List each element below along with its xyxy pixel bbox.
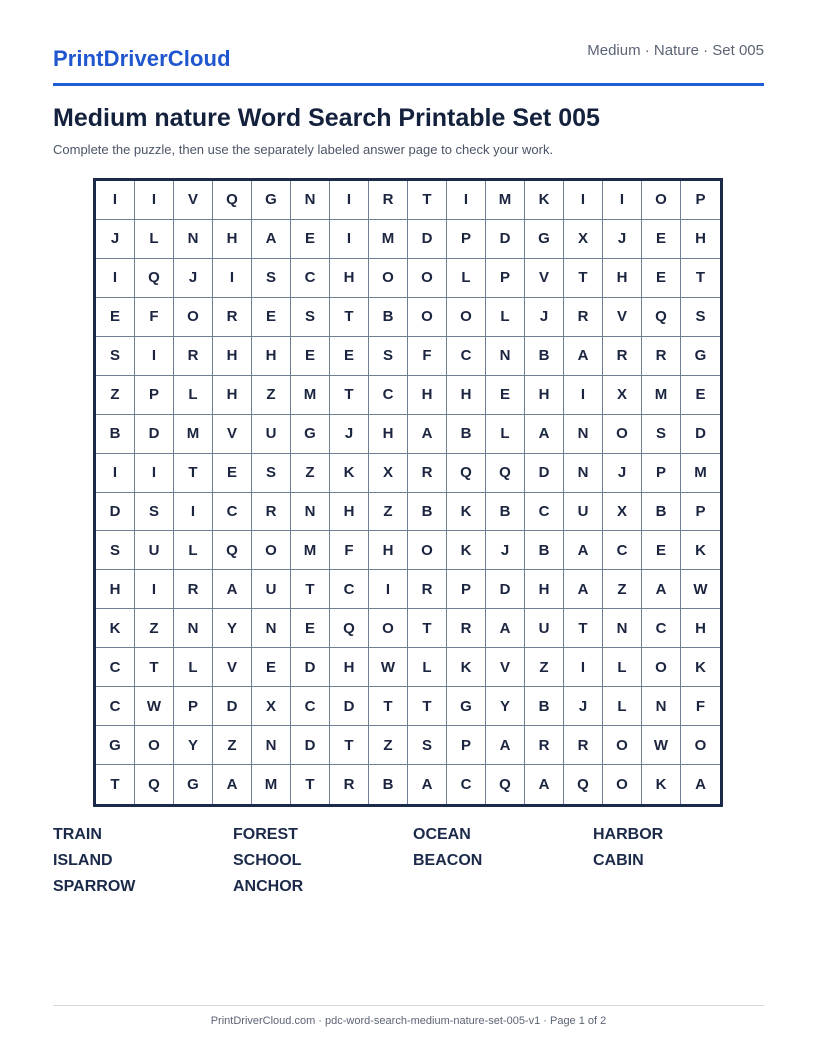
grid-cell: D: [681, 415, 720, 454]
grid-cell: Q: [486, 454, 525, 493]
grid-cell: W: [642, 726, 681, 765]
grid-cell: A: [252, 220, 291, 259]
page-title: Medium nature Word Search Printable Set 005: [53, 104, 600, 132]
grid-cell: R: [252, 493, 291, 532]
grid-cell: U: [564, 493, 603, 532]
grid-cell: V: [213, 648, 252, 687]
grid-cell: C: [96, 687, 135, 726]
grid-cell: I: [96, 454, 135, 493]
grid-cell: B: [408, 493, 447, 532]
grid-cell: V: [603, 298, 642, 337]
grid-cell: N: [564, 415, 603, 454]
grid-cell: N: [174, 220, 213, 259]
grid-cell: J: [603, 454, 642, 493]
grid-cell: J: [486, 531, 525, 570]
grid-cell: N: [564, 454, 603, 493]
grid-cell: Z: [603, 570, 642, 609]
word-list-item: SCHOOL: [233, 852, 302, 869]
grid-cell: E: [252, 648, 291, 687]
grid-cell: N: [252, 726, 291, 765]
grid-cell: W: [135, 687, 174, 726]
grid-cell: Z: [525, 648, 564, 687]
grid-cell: C: [291, 259, 330, 298]
grid-cell: C: [525, 493, 564, 532]
grid-cell: P: [174, 687, 213, 726]
grid-cell: R: [603, 337, 642, 376]
grid-cell: O: [603, 765, 642, 804]
grid-cell: Q: [642, 298, 681, 337]
grid-cell: O: [369, 609, 408, 648]
grid-cell: M: [369, 220, 408, 259]
grid-cell: B: [369, 765, 408, 804]
grid-cell: Z: [291, 454, 330, 493]
grid-cell: K: [447, 493, 486, 532]
grid-cell: L: [174, 531, 213, 570]
grid-cell: O: [408, 531, 447, 570]
word-search-grid: [93, 178, 723, 807]
grid-cell: I: [135, 337, 174, 376]
grid-cell: N: [174, 609, 213, 648]
grid-cell: Q: [486, 765, 525, 804]
grid-cell: E: [642, 259, 681, 298]
grid-cell: E: [213, 454, 252, 493]
grid-cell: D: [291, 726, 330, 765]
grid-cell: I: [447, 181, 486, 220]
grid-cell: M: [291, 531, 330, 570]
grid-cell: S: [96, 337, 135, 376]
grid-cell: J: [564, 687, 603, 726]
grid-cell: T: [291, 765, 330, 804]
grid-cell: H: [681, 609, 720, 648]
grid-cell: F: [681, 687, 720, 726]
grid-cell: B: [525, 337, 564, 376]
grid-cell: I: [96, 181, 135, 220]
grid-cell: Q: [447, 454, 486, 493]
grid-cell: E: [291, 220, 330, 259]
word-list-item: ISLAND: [53, 852, 113, 869]
grid-cell: K: [681, 648, 720, 687]
grid-cell: I: [96, 259, 135, 298]
grid-cell: H: [96, 570, 135, 609]
grid-cell: R: [564, 298, 603, 337]
grid-cell: A: [486, 726, 525, 765]
word-list-item: CABIN: [593, 852, 644, 869]
grid-cell: I: [603, 181, 642, 220]
grid-cell: X: [252, 687, 291, 726]
grid-cell: A: [213, 570, 252, 609]
grid-cell: H: [213, 376, 252, 415]
grid-cell: B: [96, 415, 135, 454]
word-list-item: TRAIN: [53, 826, 102, 843]
grid-cell: P: [447, 726, 486, 765]
grid-cell: L: [174, 648, 213, 687]
grid-cell: D: [330, 687, 369, 726]
grid-cell: T: [135, 648, 174, 687]
grid-cell: U: [135, 531, 174, 570]
grid-cell: R: [174, 337, 213, 376]
grid-cell: E: [291, 609, 330, 648]
grid-cell: C: [447, 765, 486, 804]
grid-cell: O: [447, 298, 486, 337]
grid-cell: T: [330, 298, 369, 337]
grid-cell: H: [525, 376, 564, 415]
grid-cell: T: [408, 609, 447, 648]
grid-cell: O: [603, 415, 642, 454]
grid-cell: E: [291, 337, 330, 376]
grid-cell: T: [564, 609, 603, 648]
grid-cell: S: [681, 298, 720, 337]
grid-cell: F: [135, 298, 174, 337]
grid-cell: B: [525, 687, 564, 726]
grid-cell: V: [525, 259, 564, 298]
grid-cell: D: [291, 648, 330, 687]
grid-cell: Z: [135, 609, 174, 648]
grid-cell: H: [525, 570, 564, 609]
grid-cell: G: [252, 181, 291, 220]
grid-cell: S: [96, 531, 135, 570]
grid-cell: I: [564, 181, 603, 220]
grid-cell: N: [291, 181, 330, 220]
grid-cell: D: [486, 570, 525, 609]
word-list-item: HARBOR: [593, 826, 664, 843]
grid-cell: C: [603, 531, 642, 570]
grid-cell: H: [252, 337, 291, 376]
grid-cell: L: [603, 687, 642, 726]
grid-cell: Q: [213, 181, 252, 220]
grid-cell: P: [681, 493, 720, 532]
page-subtitle: Complete the puzzle, then use the separately labeled answer page to check your work.: [53, 142, 554, 157]
grid-cell: R: [213, 298, 252, 337]
grid-cell: W: [369, 648, 408, 687]
grid-cell: I: [135, 570, 174, 609]
grid-cell: M: [486, 181, 525, 220]
grid-cell: A: [525, 415, 564, 454]
grid-cell: H: [330, 493, 369, 532]
grid-cell: A: [525, 765, 564, 804]
word-list-item: ANCHOR: [233, 878, 304, 895]
grid-cell: X: [603, 493, 642, 532]
grid-cell: I: [174, 493, 213, 532]
grid-cell: T: [369, 687, 408, 726]
grid-cell: T: [96, 765, 135, 804]
grid-cell: C: [291, 687, 330, 726]
grid-cell: A: [695, 776, 706, 794]
page-footer: [53, 1005, 764, 1027]
grid-cell: C: [96, 648, 135, 687]
grid-cell: R: [408, 570, 447, 609]
grid-cell: D: [213, 687, 252, 726]
grid-cell: T: [681, 259, 720, 298]
grid-cell: H: [603, 259, 642, 298]
grid-cell: M: [291, 376, 330, 415]
grid-cell: H: [447, 376, 486, 415]
grid-cell: O: [369, 259, 408, 298]
grid-cell: X: [564, 220, 603, 259]
page-header: [53, 38, 764, 86]
grid-cell: A: [564, 570, 603, 609]
grid-cell: K: [447, 648, 486, 687]
brand-logo: PrintDriverCloud: [53, 46, 231, 71]
grid-cell: R: [408, 454, 447, 493]
grid-cell: N: [486, 337, 525, 376]
grid-cell: I: [564, 648, 603, 687]
grid-cell: K: [96, 609, 135, 648]
grid-cell: O: [408, 298, 447, 337]
grid-cell: Z: [369, 726, 408, 765]
grid-cell: L: [135, 220, 174, 259]
grid-cell: L: [174, 376, 213, 415]
grid-cell: I: [135, 181, 174, 220]
grid-cell: H: [681, 220, 720, 259]
grid-cell: L: [408, 648, 447, 687]
grid-cell: R: [564, 726, 603, 765]
grid-cell: L: [603, 648, 642, 687]
grid-cell: R: [330, 765, 369, 804]
grid-cell: J: [525, 298, 564, 337]
grid-cell: E: [642, 531, 681, 570]
grid-cell: P: [642, 454, 681, 493]
grid-cell: Q: [213, 531, 252, 570]
grid-cell: G: [96, 726, 135, 765]
grid-cell: G: [447, 687, 486, 726]
grid-cell: T: [408, 181, 447, 220]
footer-text: PrintDriverCloud.com · pdc-word-search-medium-nature-set-005-v1 · Page 1 of 2: [210, 1015, 607, 1027]
grid-cell: I: [564, 376, 603, 415]
grid-cell: D: [408, 220, 447, 259]
grid-cell: O: [681, 726, 720, 765]
grid-cell: S: [642, 415, 681, 454]
grid-cell: G: [291, 415, 330, 454]
grid-cell: H: [330, 648, 369, 687]
grid-cell: T: [291, 570, 330, 609]
grid-cell: T: [408, 687, 447, 726]
grid-cell: N: [291, 493, 330, 532]
grid-cell: D: [525, 454, 564, 493]
grid-cell: G: [174, 765, 213, 804]
grid-cell: K: [525, 181, 564, 220]
grid-cell: F: [330, 531, 369, 570]
grid-cell: O: [252, 531, 291, 570]
grid-cell: G: [681, 337, 720, 376]
grid-cell: K: [330, 454, 369, 493]
grid-cell: O: [642, 181, 681, 220]
grid-cell: R: [525, 726, 564, 765]
grid-cell: S: [408, 726, 447, 765]
grid-cell: R: [174, 570, 213, 609]
grid-cell: T: [174, 454, 213, 493]
grid-cell: R: [447, 609, 486, 648]
grid-cell: D: [135, 415, 174, 454]
grid-cell: V: [486, 648, 525, 687]
grid-cell: H: [408, 376, 447, 415]
grid-cell: M: [681, 454, 720, 493]
grid-cell: N: [252, 609, 291, 648]
grid-cell: T: [330, 726, 369, 765]
grid-cell: K: [447, 531, 486, 570]
grid-cell: B: [447, 415, 486, 454]
grid-cell: Z: [96, 376, 135, 415]
grid-cell: S: [291, 298, 330, 337]
grid-cell: E: [330, 337, 369, 376]
grid-cell: B: [369, 298, 408, 337]
grid-cell: P: [681, 181, 720, 220]
grid-cell: H: [330, 259, 369, 298]
grid-cell: P: [135, 376, 174, 415]
grid-cell: N: [603, 609, 642, 648]
grid-cell: M: [642, 376, 681, 415]
breadcrumb: Medium · Nature · Set 005: [587, 42, 764, 59]
grid-cell: A: [564, 531, 603, 570]
grid-cell: V: [174, 181, 213, 220]
grid-cell: J: [603, 220, 642, 259]
grid-cell: J: [96, 220, 135, 259]
grid-cell: C: [330, 570, 369, 609]
grid-cell: U: [252, 570, 291, 609]
grid-cell: B: [486, 493, 525, 532]
grid-cell: O: [642, 648, 681, 687]
grid-cell: Y: [174, 726, 213, 765]
grid-cell: O: [408, 259, 447, 298]
grid-cell: H: [213, 337, 252, 376]
grid-cell: Z: [213, 726, 252, 765]
grid-cell: Q: [135, 765, 174, 804]
grid-cell: U: [525, 609, 564, 648]
word-list-item: FOREST: [233, 826, 298, 843]
grid-cell: O: [174, 298, 213, 337]
grid-cell: I: [330, 181, 369, 220]
grid-cell: R: [642, 337, 681, 376]
grid-cell: T: [330, 376, 369, 415]
grid-cell: A: [642, 570, 681, 609]
grid-cell: U: [252, 415, 291, 454]
grid-cell: A: [213, 765, 252, 804]
grid-cell: M: [252, 765, 291, 804]
grid-cell: E: [681, 376, 720, 415]
grid-cell: L: [486, 415, 525, 454]
grid-cell: Z: [252, 376, 291, 415]
grid-cell: D: [486, 220, 525, 259]
grid-cell: L: [447, 259, 486, 298]
grid-cell: P: [447, 570, 486, 609]
grid-cell: E: [252, 298, 291, 337]
grid-cell: I: [213, 259, 252, 298]
grid-cell: W: [681, 570, 720, 609]
grid-cell: D: [96, 493, 135, 532]
grid-cell: A: [564, 337, 603, 376]
grid-cell: P: [447, 220, 486, 259]
grid-cell: X: [369, 454, 408, 493]
grid-cell: C: [642, 609, 681, 648]
grid-cell: S: [369, 337, 408, 376]
grid-cell: X: [603, 376, 642, 415]
grid-cell: J: [330, 415, 369, 454]
grid-cell: H: [369, 415, 408, 454]
grid-cell: Z: [369, 493, 408, 532]
grid-cell: H: [369, 531, 408, 570]
grid-cell: A: [486, 609, 525, 648]
grid-cell: K: [642, 765, 681, 804]
grid-cell: R: [369, 181, 408, 220]
grid-cell: G: [525, 220, 564, 259]
grid-cell: A: [408, 765, 447, 804]
grid-cell: Q: [135, 259, 174, 298]
word-list-item: BEACON: [413, 852, 483, 869]
grid-cell: Q: [330, 609, 369, 648]
grid-cell: B: [525, 531, 564, 570]
grid-cell: Y: [213, 609, 252, 648]
grid-cell: B: [642, 493, 681, 532]
grid-cell: K: [681, 531, 720, 570]
grid-cell: H: [213, 220, 252, 259]
grid-cell: V: [213, 415, 252, 454]
grid-cell: J: [174, 259, 213, 298]
grid-cell: I: [135, 454, 174, 493]
grid-cell: P: [486, 259, 525, 298]
grid-cell: E: [96, 298, 135, 337]
grid-cell: L: [486, 298, 525, 337]
grid-cell: C: [213, 493, 252, 532]
grid-cell: O: [603, 726, 642, 765]
grid-cell: E: [486, 376, 525, 415]
grid-cell: I: [369, 570, 408, 609]
grid-cell: E: [642, 220, 681, 259]
word-list-item: SPARROW: [53, 878, 136, 895]
grid-cell: I: [330, 220, 369, 259]
grid-cell: A: [408, 415, 447, 454]
grid-cell: M: [174, 415, 213, 454]
grid-cell: Y: [486, 687, 525, 726]
grid-cell: T: [564, 259, 603, 298]
grid-cell: S: [252, 454, 291, 493]
grid-cell: S: [135, 493, 174, 532]
grid-cell: C: [447, 337, 486, 376]
grid-cell: O: [135, 726, 174, 765]
grid-cell: C: [369, 376, 408, 415]
word-list: [53, 826, 773, 896]
grid-cell: S: [252, 259, 291, 298]
grid-cell: F: [408, 337, 447, 376]
word-list-item: OCEAN: [413, 826, 471, 843]
grid-cell: N: [642, 687, 681, 726]
grid-cell: Q: [564, 765, 603, 804]
